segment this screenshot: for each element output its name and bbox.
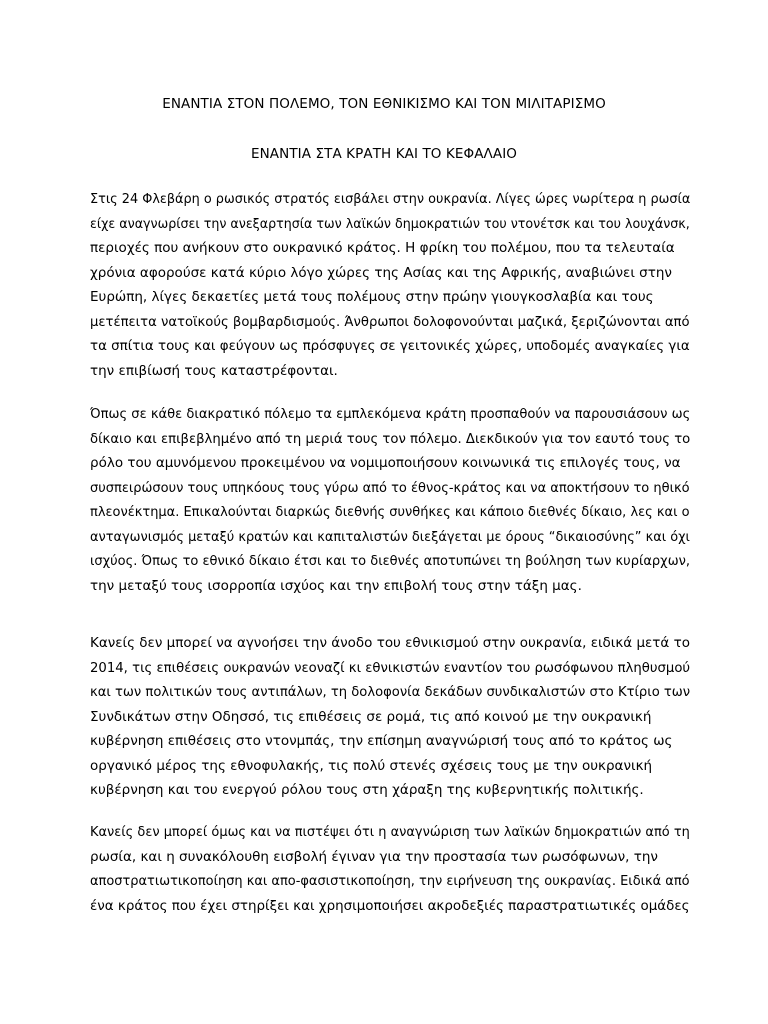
text-line: 2014, τις επιθέσεις ουκρανών νεοναζί κι εθνικιστών εναντίον του ρωσόφωνου πληθυσμού — [90, 659, 691, 676]
text-line: Κανείς δεν μπορεί όμως και να πιστέψει ότι η αναγνώριση των λαϊκών δημοκρατιών από τη — [90, 824, 690, 840]
text-line: συσπειρώσουν τους υπηκόους τους γύρω από το έθνος-κράτος και να αποκτήσουν το ηθικό — [90, 479, 690, 496]
text-line: και των πολιτικών τους αντιπάλων, τη δολοφονία δεκάδων συνδικαλιστών στο Κτίριο των — [90, 684, 691, 700]
text-line: κυβέρνηση και του ενεργού ρόλου τους στη χάραξη της κυβερνητικής πολιτικής. — [90, 782, 644, 798]
paragraph — [90, 187, 690, 383]
text-line: δίκαιο και επιβεβλημένο από τη μεριά τους τον πόλεμο. Διεκδικούν για τον εαυτό τους το — [90, 430, 691, 447]
text-line: την μεταξύ τους ισορροπία ισχύος και την επιβολή τους στην τάξη μας. — [90, 577, 582, 594]
document-title: ΕΝΑΝΤΙΑ ΣΤΟΝ ΠΟΛΕΜΟ, ΤΟΝ ΕΘΝΙΚΙΣΜΟ ΚΑΙ ΤΟΝ ΜΙΛΙΤΑΡΙΣΜΟ — [162, 96, 606, 112]
text-line: Όπως σε κάθε διακρατικό πόλεμο τα εμπλεκόμενα κράτη προσπαθούν να παρουσιάσουν ως — [90, 406, 691, 422]
text-line: ανταγωνισμός μεταξύ κρατών και καπιταλιστών διεξάγεται με όρους “δικαιοσύνης” και όχι — [90, 528, 690, 545]
text-line: Συνδικάτων στην Οδησσό, τις επιθέσεις σε ρομά, τις από κοινού με την ουκρανική — [90, 708, 652, 725]
paragraph — [90, 631, 690, 803]
text-line: Κανείς δεν μπορεί να αγνοήσει την άνοδο του εθνικισμού στην ουκρανία, ειδικά μετά το — [90, 635, 690, 651]
document-subtitle: ΕΝΑΝΤΙΑ ΣΤΑ ΚΡΑΤΗ ΚΑΙ ΤΟ ΚΕΦΑΛΑΙΟ — [250, 146, 518, 162]
text-line: χρόνια αφορούσε κατά κύριο λόγο χώρες της Ασίας και της Αφρικής, αναβιώνει στην — [90, 264, 672, 281]
text-line: περιοχές που ανήκουν στο ουκρανικό κράτος. Η φρίκη του πολέμου, που τα τελευταία — [90, 240, 675, 256]
text-line: οργανικό μέρος της εθνοφυλακής, τις πολύ στενές σχέσεις τους με την ουκρανική — [90, 757, 653, 774]
text-line: ισχύος. Όπως το εθνικό δίκαιο έτσι και το διεθνές αποτυπώνει τη βούληση των κυρίαρχων, — [90, 553, 690, 569]
text-line: αποστρατιωτικοποίηση και απο-φασιστικοποίηση, την ειρήνευση της ουκρανίας. Ειδικά από — [90, 873, 690, 889]
paragraph — [90, 820, 690, 918]
text-line: την επιβίωσή τους καταστρέφονται. — [90, 362, 338, 379]
paragraph — [90, 402, 690, 598]
text-line: Στις 24 Φλεβάρη ο ρωσικός στρατός εισβάλει στην ουκρανία. Λίγες ώρες νωρίτερα η ρωσία — [90, 191, 691, 207]
text-line: μετέπειτα νατοϊκούς βομβαρδισμούς. Άνθρωποι δολοφονούνται μαζικά, ξεριζώνονται από — [90, 313, 690, 330]
text-line: είχε αναγνωρίσει την ανεξαρτησία των λαϊκών δημοκρατιών του ντονέτσκ και του λουχάνσκ, — [90, 215, 690, 232]
text-line: ένα κράτος που έχει στηρίξει και χρησιμοποιήσει ακροδεξιές παραστρατιωτικές ομάδες — [90, 897, 690, 914]
text-line: πλεονέκτημα. Επικαλούνται διαρκώς διεθνής συνθήκες και κάποιο διεθνές δίκαιο, λες και ο — [90, 504, 690, 520]
text-line: κυβέρνηση επιθέσεις στο ντονμπάς, την επίσημη αναγνώρισή τους από το κράτος ως — [90, 733, 673, 749]
text-line: Ευρώπη, λίγες δεκαετίες μετά τους πολέμους στην πρώην γιουγκοσλαβία και τους — [90, 289, 654, 305]
text-line: ρόλο του αμυνόμενου προκειμένου να νομιμοποιήσουν κοινωνικά τις επιλογές τους, να — [90, 455, 681, 471]
text-line: τα σπίτια τους και φεύγουν ως πρόσφυγες σε γειτονικές χώρες, υποδομές αναγκαίες για — [90, 338, 690, 354]
text-line: ρωσία, και η συνακόλουθη εισβολή έγιναν για την προστασία των ρωσόφωνων, την — [90, 848, 658, 865]
